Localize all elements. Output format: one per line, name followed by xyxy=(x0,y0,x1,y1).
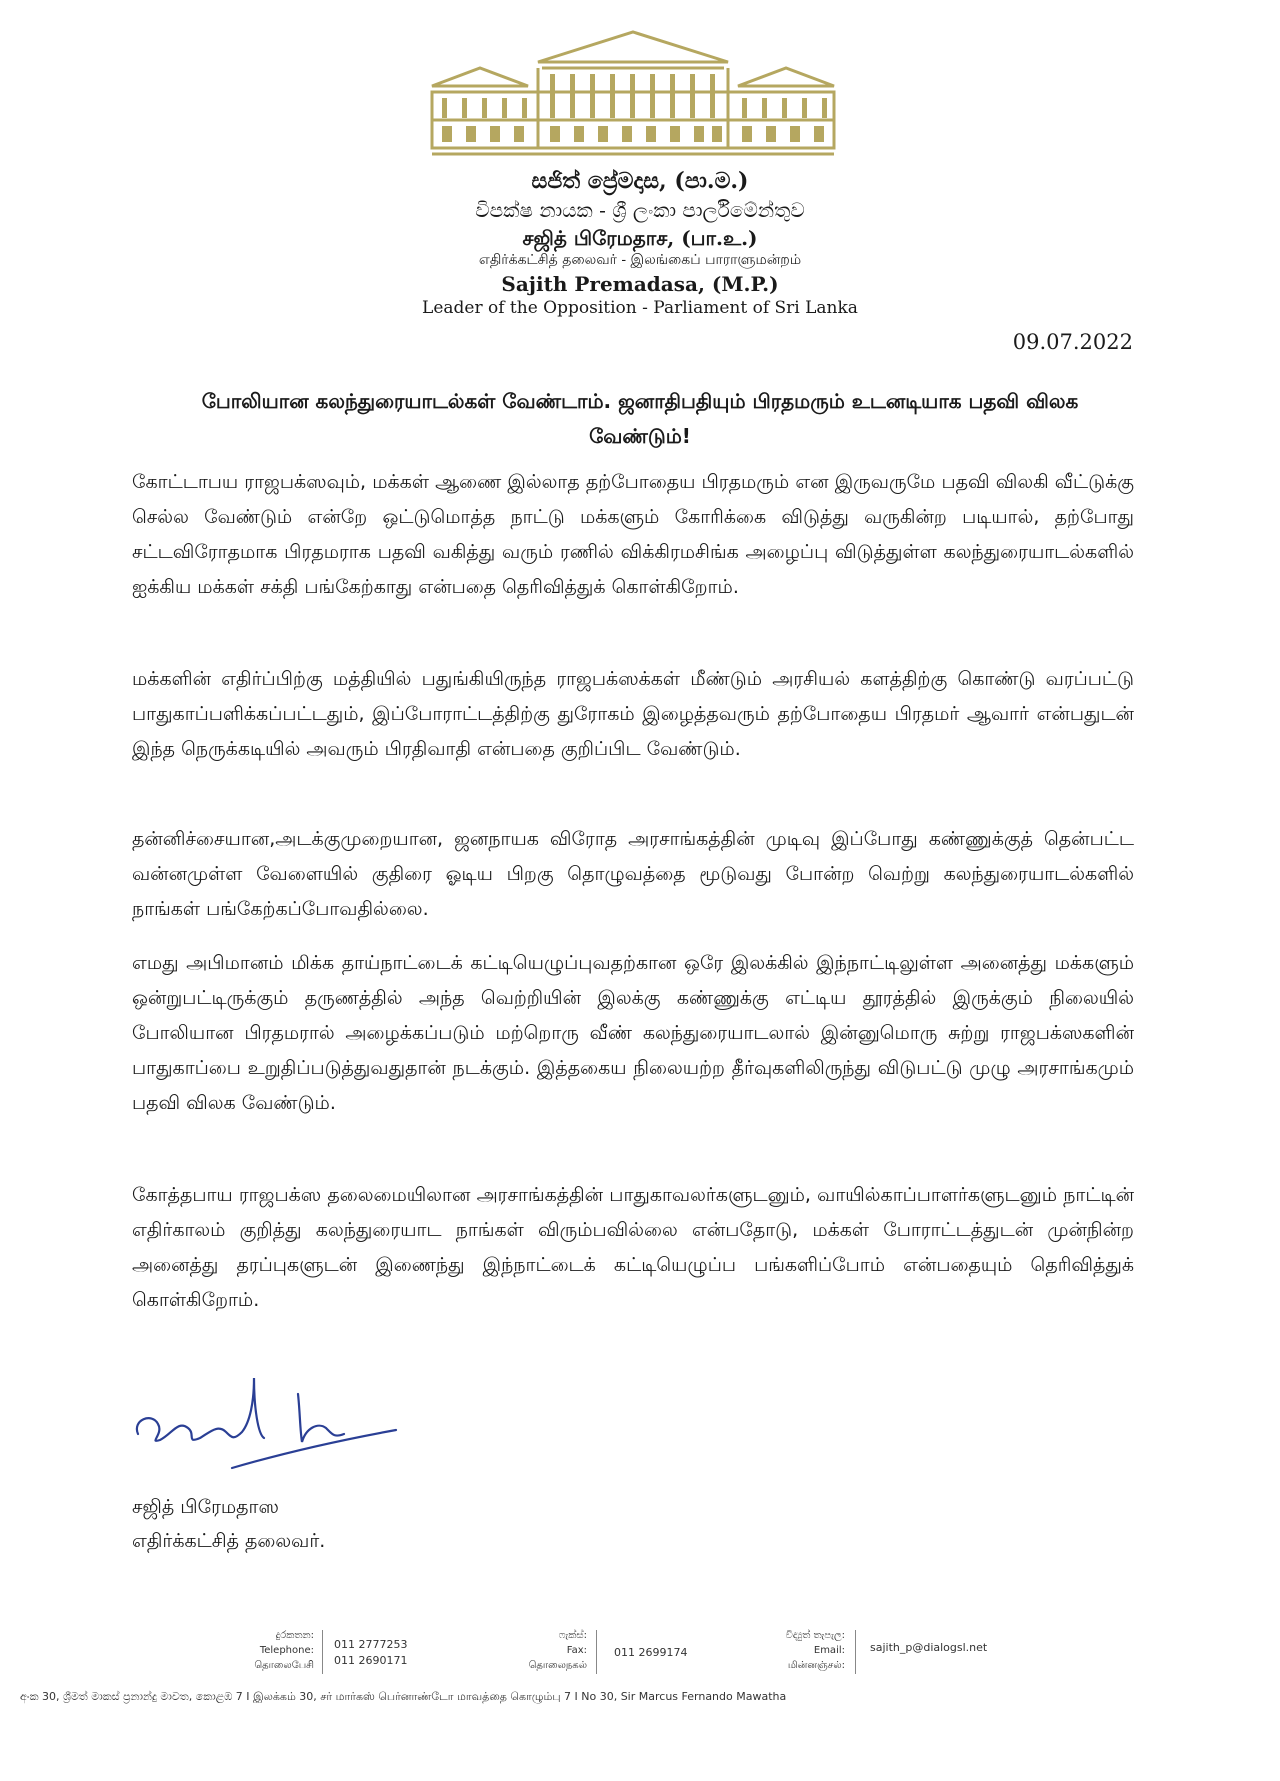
parliament-building-icon xyxy=(428,28,838,162)
header-name-sinhala: සජිත් ප්‍රේමදාස, (පා.ම.) xyxy=(531,168,749,194)
telephone-labels: දුරකතන: Telephone: தொலைபேசி xyxy=(254,1630,314,1671)
body-paragraph-3: தன்னிச்சையான,அடக்குமுறையான, ஜனநாயக விரோத அரசாங்கத்தின் முடிவு இப்போது கண்ணுக்குத் தென்பட்ட வன்னமுள்ள வேளையில் குதிரை ஓடிய பிறகு தொழுவத்தை மூடுவது போன்ற வெற்று கலந்துரையாடல்களில் நாங்கள் பங்கேற்கப்போவதில்லை. xyxy=(132,828,1134,920)
header-role-sinhala: විපක්ෂ නායක - ශ්‍රී ලංකා පාර්ලිමේන්තුව xyxy=(475,198,805,222)
email-address: sajith_p@dialogsl.net xyxy=(870,1641,988,1654)
header-role-tamil: எதிர்க்கட்சித் தலைவர் - இலங்கைப் பாராளுமன்றம் xyxy=(478,252,802,268)
handwritten-signature xyxy=(130,1368,410,1478)
header-role-english: Leader of the Opposition - Parliament of Sri Lanka xyxy=(422,298,858,318)
footer-divider xyxy=(322,1630,323,1674)
footer-address: අංක 30, ශ්‍රීමත් මාකස් ප්‍රනාන්දු මාවත, කොළඹ 7 I இலக்கம் 30, சர் மார்கஸ் பெர்னாண்டோ மாவத்தை கொழும்பு 7 I No 30, Sir Marcus Fernando Mawatha xyxy=(20,1690,787,1703)
email-labels: විද්‍යුත් තැපැල: Email: மின்னஞ்சல்: xyxy=(785,1630,845,1671)
header-name-english: Sajith Premadasa, (M.P.) xyxy=(501,272,779,296)
letter-title: போலியான கலந்துரையாடல்கள் வேண்டாம். ஜனாதிபதியும் பிரதமரும் உடனடியாக பதவி விலக வேண்டும்! xyxy=(201,389,1079,448)
signoff-name: சஜித் பிரேமதாஸ xyxy=(132,1496,279,1518)
letter-date: 09.07.2022 xyxy=(1012,330,1133,354)
footer-divider xyxy=(596,1630,597,1674)
body-paragraph-5: கோத்தபாய ராஜபக்ஸ தலைமையிலான அரசாங்கத்தின் பாதுகாவலர்களுடனும், வாயில்காப்பாளர்களுடனும் நாட்டின் எதிர்காலம் குறித்து கலந்துரையாட நாங்கள் விரும்பவில்லை என்பதோடு, மக்கள் போராட்டத்துடன் முன்நின்ற அனைத்து தரப்புகளுடன் இணைந்து இந்நாட்டைக் கட்டியெழுப்ப பங்களிப்போம் என்பதையும் தெரிவித்துக் கொள்கிறோம். xyxy=(132,1184,1134,1311)
fax-number: 011 2699174 xyxy=(614,1646,688,1659)
signoff-title: எதிர்க்கட்சித் தலைவர். xyxy=(132,1530,326,1552)
fax-labels: ෆැක්ස්: Fax: தொலைநகல் xyxy=(528,1630,587,1671)
footer-contacts xyxy=(0,1628,1280,1678)
header-name-tamil: சஜித் பிரேமதாச, (பா.உ.) xyxy=(522,226,758,250)
telephone-numbers: 011 2777253 011 2690171 xyxy=(334,1638,408,1667)
footer-divider xyxy=(855,1630,856,1674)
body-paragraph-4: எமது அபிமானம் மிக்க தாய்நாட்டைக் கட்டியெழுப்புவதற்கான ஒரே இலக்கில் இந்நாட்டிலுள்ள அனைத்து மக்களும் ஒன்றுபட்டிருக்கும் தருணத்தில் அந்த வெற்றியின் இலக்கு கண்ணுக்கு எட்டிய தூரத்தில் இருக்கும் நிலையில் போலியான பிரதமரால் அழைக்கப்படும் மற்றொரு வீண் கலந்துரையாடலால் இன்னுமொரு சுற்று ராஜபக்ஸகளின் பாதுகாப்பை உறுதிப்படுத்துவதுதான் நடக்கும். இத்தகைய நிலையற்ற தீர்வுகளிலிருந்து விடுபட்டு முழு அரசாங்கமும் பதவி விலக வேண்டும். xyxy=(132,952,1134,1114)
body-paragraph-2: மக்களின் எதிர்ப்பிற்கு மத்தியில் பதுங்கியிருந்த ராஜபக்ஸக்கள் மீண்டும் அரசியல் களத்திற்கு கொண்டு வரப்பட்டு பாதுகாப்பளிக்கப்பட்டதும், இப்போராட்டத்திற்கு துரோகம் இழைத்தவரும் தற்போதைய பிரதமர் ஆவார் என்பதுடன் இந்த நெருக்கடியில் அவரும் பிரதிவாதி என்பதை குறிப்பிட வேண்டும். xyxy=(132,668,1134,760)
body-paragraph-1: கோட்டாபய ராஜபக்ஸவும், மக்கள் ஆணை இல்லாத தற்போதைய பிரதமரும் என இருவருமே பதவி விலகி வீட்டுக்கு செல்ல வேண்டும் என்றே ஒட்டுமொத்த நாட்டு மக்களும் கோரிக்கை விடுத்து வருகின்ற படியால், தற்போது சட்டவிரோதமாக பிரதமராக பதவி வகித்து வரும் ரணில் விக்கிரமசிங்க அழைப்பு விடுத்துள்ள கலந்துரையாடல்களில் ஐக்கிய மக்கள் சக்தி பங்கேற்காது என்பதை தெரிவித்துக் கொள்கிறோம். xyxy=(132,471,1134,598)
